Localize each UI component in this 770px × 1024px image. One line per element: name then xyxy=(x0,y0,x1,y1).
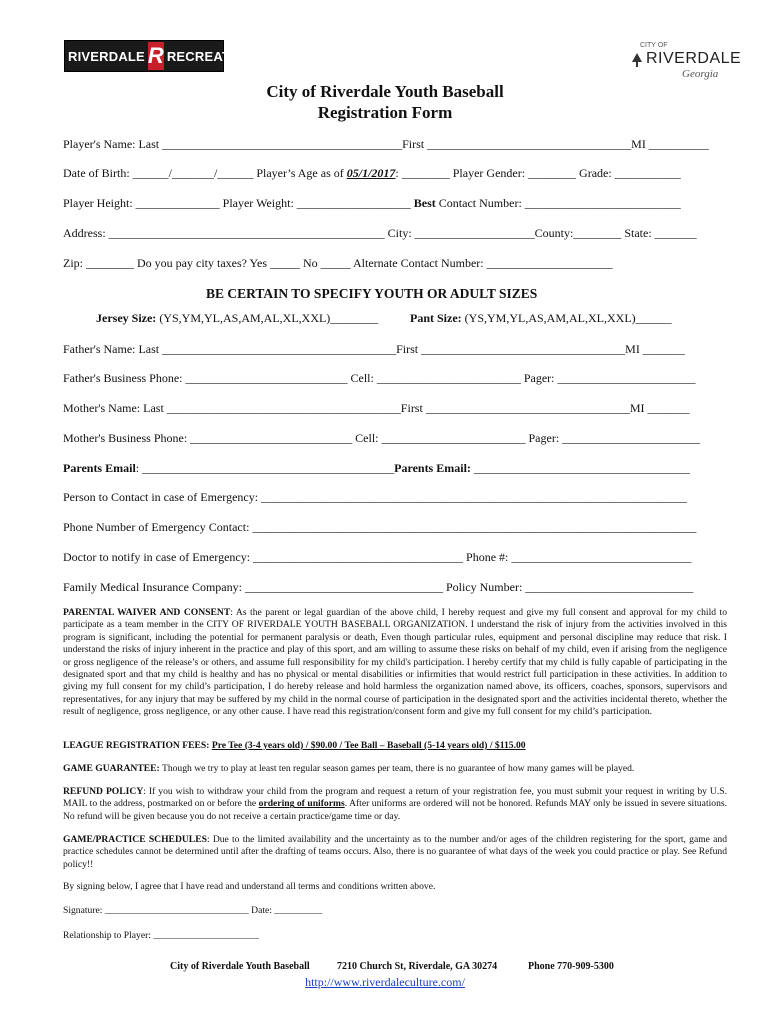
sizes-heading: BE CERTAIN TO SPECIFY YOUTH OR ADULT SIZES xyxy=(206,286,538,301)
riverdale-recreation-logo xyxy=(64,40,254,72)
tree-icon xyxy=(630,52,644,68)
doctor-line[interactable]: Doctor to notify in case of Emergency: ___________________________________ Phone #: ______________________________ xyxy=(63,550,692,564)
form-subtitle: Registration Form xyxy=(317,103,453,122)
jersey-size-value: (YS,YM,YL,AS,AM,AL,XL,XXL)________ xyxy=(156,311,379,325)
dob-text-b: : ________ Player Gender: ________ Grade: ___________ xyxy=(395,166,681,180)
guarantee-paragraph xyxy=(63,763,727,775)
pant-size-line[interactable] xyxy=(410,311,672,326)
pant-size-value: (YS,YM,YL,AS,AM,AL,XL,XXL)______ xyxy=(461,311,672,325)
dob-line[interactable] xyxy=(63,166,681,181)
guarantee-text: Though we try to play at least ten regular season games per team, there is no guarantee of how many games will be played. xyxy=(159,763,635,774)
logo-city-text: RIVERDALE xyxy=(646,50,742,67)
height-weight-line[interactable] xyxy=(63,196,681,211)
form-title: City of Riverdale Youth Baseball xyxy=(266,82,504,101)
agree-statement: By signing below, I agree that I have read and understand all terms and conditions written above. xyxy=(63,881,436,892)
schedules-text: : Due to the limited availability and the uncertainty as to the number and/or ages of the children registering for the sport, game and practice schedules cannot be determined until after the drafting of teams occurs. Also, there is no guarantee of what days of the week you could practice or play. See Refund policy!! xyxy=(63,834,727,870)
address-line[interactable]: Address: ______________________________________________ City: ____________________County:________ State: _______ xyxy=(63,226,697,240)
fees-value: Pre Tee (3-4 years old) / $90.00 / Tee Ball – Baseball (5-14 years old) / $115.00 xyxy=(211,740,526,751)
website-link[interactable]: http://www.riverdaleculture.com/ xyxy=(305,975,465,989)
insurance-line[interactable]: Family Medical Insurance Company: _________________________________ Policy Number: ____________________________ xyxy=(63,580,694,594)
emergency-contact-line[interactable]: Person to Contact in case of Emergency: _______________________________________________________________________ xyxy=(63,490,688,504)
refund-emphasis: ordering of uniforms xyxy=(258,798,345,810)
fees-line xyxy=(63,740,727,752)
fees-label: LEAGUE REGISTRATION FEES: xyxy=(63,740,212,751)
best-label: Best xyxy=(413,196,436,210)
parents-email-label-1: Parents Email xyxy=(63,461,136,475)
schedules-label: GAME/PRACTICE SCHEDULES xyxy=(63,834,207,845)
pant-size-label: Pant Size: xyxy=(410,311,462,325)
waiver-text: : As the parent or legal guardian of the above child, I hereby request and give my full consent and approval for my child to participate as a team member in the CITY OF RIVERDALE YOUTH BASEBALL ORGANIZATION. I understand the risk of injury from the activities involved in this program is significant, including the potential for permanent paralysis or death, Even though particular rules, equipment and personal discipline may reduce that risk. I understand the risks of injury inherent in the practice and play of this sport, and am willing to assume these risks on behalf of my child, even if arising from the negligence or gross negligence of the release’s or others, and assume full responsibility for my child's participation. I hereby certify that my child is fully capable of participating in the designated sport and that my child is healthy and has no physical or mental disabilities or infirmities that would restrict full participation in these activities. In addition to giving my full consent for my child’s participation, I do hereby release and hold harmless the organization named above, its officers, coaches, sponsors, supervisors and representatives, for any injury that may be suffered by my child in the normal course of participation in the designated sport and the activities incidental thereto, whether the result of negligence, gross negligence, or any other cause. I have read this registration/consent form and give my full consent for my child’s participation. xyxy=(63,607,728,718)
refund-text-a: : If you wish to withdraw your child from the program and request a return of your registration fee, you must submit your request in writing by U.S. MAIL to the address, postmarked on or before the xyxy=(63,786,727,810)
player-name-line[interactable]: Player's Name: Last ________________________________________First __________________________________MI __________ xyxy=(63,137,709,151)
waiver-label: PARENTAL WAIVER AND CONSENT xyxy=(63,607,231,618)
father-name-line[interactable]: Father's Name: Last _______________________________________First __________________________________MI _______ xyxy=(63,342,685,356)
mother-phone-line[interactable]: Mother's Business Phone: ___________________________ Cell: ________________________ Pager: _______________________ xyxy=(63,431,701,445)
parents-email-label-2: Parents Email: xyxy=(394,461,474,475)
logo-r-mark: R xyxy=(147,43,164,68)
logo-word-right: RECREATION xyxy=(166,48,254,64)
footer-org: City of Riverdale Youth Baseball xyxy=(170,961,310,972)
mother-name-line[interactable]: Mother's Name: Last _______________________________________First __________________________________MI _______ xyxy=(63,401,690,415)
footer-phone: Phone 770-909-5300 xyxy=(528,961,614,972)
parents-email-blank-2: ____________________________________ xyxy=(473,461,690,475)
refund-label: REFUND POLICY xyxy=(63,786,144,797)
relationship-line[interactable]: Relationship to Player: ______________________ xyxy=(63,930,259,941)
age-as-of-date: 05/1/2017 xyxy=(346,166,396,180)
zip-line[interactable]: Zip: ________ Do you pay city taxes? Yes _____ No _____ Alternate Contact Number: _____________________ xyxy=(63,256,613,270)
emergency-phone-line[interactable]: Phone Number of Emergency Contact: __________________________________________________________________________ xyxy=(63,520,697,534)
father-phone-line[interactable]: Father's Business Phone: ___________________________ Cell: ________________________ Pager: _______________________ xyxy=(63,371,696,385)
height-text-a: Player Height: ______________ Player Weight: ___________________ xyxy=(63,196,414,210)
parents-email-line[interactable] xyxy=(63,461,690,476)
logo-small-text: CITY OF xyxy=(640,42,668,49)
logo-word-left: RIVERDALE xyxy=(68,48,145,64)
refund-text-b: . After uniforms are ordered will not be honored. Refunds MAY only be issued in severe situations. No refund will be given because you do not receive a certain practice/game time or day. xyxy=(63,798,727,822)
refund-paragraph xyxy=(63,786,727,823)
footer-address: 7210 Church St, Riverdale, GA 30274 xyxy=(337,961,498,972)
jersey-size-line[interactable] xyxy=(96,311,378,326)
guarantee-label: GAME GUARANTEE: xyxy=(63,763,160,774)
waiver-paragraph xyxy=(63,607,727,719)
dob-text-a: Date of Birth: ______/_______/______ Player’s Age as of xyxy=(63,166,347,180)
signature-line[interactable]: Signature: ______________________________ Date: __________ xyxy=(63,905,323,916)
jersey-size-label: Jersey Size: xyxy=(96,311,157,325)
schedules-paragraph xyxy=(63,834,727,871)
parents-email-blank-1: : __________________________________________ xyxy=(135,461,395,475)
height-text-b: Contact Number: __________________________ xyxy=(435,196,681,210)
footer-link-wrap xyxy=(0,973,770,991)
logo-script-text: Georgia xyxy=(682,68,719,80)
